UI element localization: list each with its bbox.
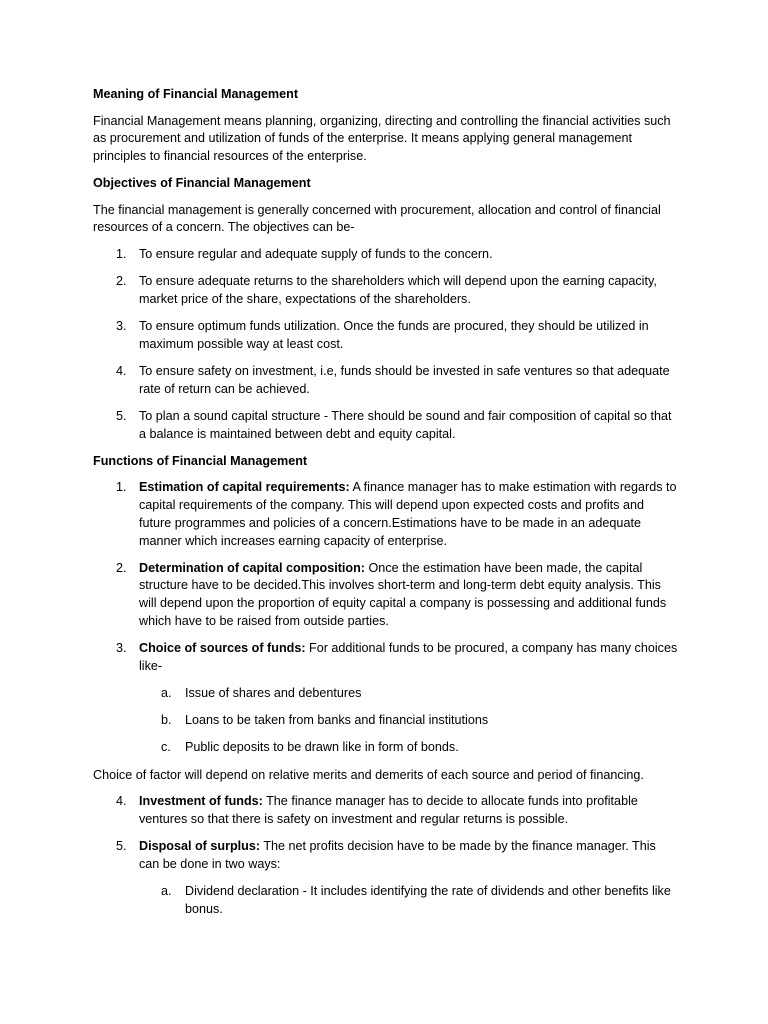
list-number: 2. [116,274,127,289]
sublist-letter: b. [161,713,172,728]
list-item-text: To ensure regular and adequate supply of funds to the concern. [139,246,493,261]
list-item-text: The net profits decision have to be made by the finance manager. This can be done in two ways: [139,839,656,871]
list-item-text: A finance manager has to make estimation with regards to capital requirements of the company. This will depend upon expected costs and profits and future programmes and policies of a concern.Estimations have to be made in an adequate manner which increases earning capacity of enterprise. [139,480,677,548]
list-number: 5. [116,839,127,854]
heading-objectives: Objectives of Financial Management [93,175,311,190]
list-item-title: Disposal of surplus: [139,839,261,854]
sublist-item-text: Public deposits to be drawn like in form of bonds. [185,740,459,755]
list-item-text: To ensure adequate returns to the shareholders which will depend upon the earning capacity, market price of the share, expectations of the shareholders. [139,274,657,306]
sublist-item-text: Loans to be taken from banks and financial institutions [185,713,489,728]
list-item [93,246,678,264]
list-item [93,273,678,308]
objectives-list [93,246,678,443]
surplus-disposal-sublist [139,883,678,918]
list-number: 4. [116,363,127,378]
list-item-title: Determination of capital composition: [139,560,366,575]
list-item-text: To plan a sound capital structure - There should be sound and fair composition of capital so that a balance is maintained between debt and equity capital. [139,408,672,441]
sublist-letter: a. [161,884,172,899]
list-number: 3. [116,641,127,656]
sublist-letter: a. [161,685,172,700]
sublist-item-text: Dividend declaration - It includes identifying the rate of dividends and other benefits like bonus. [185,884,671,916]
list-item [93,640,678,757]
list-item-title: Estimation of capital requirements: [139,480,350,495]
list-number: 3. [116,319,127,334]
list-item [93,408,678,443]
paragraph-choice-of-factor: Choice of factor will depend on relative merits and demerits of each source and period of financing. [93,767,644,782]
list-item [93,793,678,828]
list-item-text: Once the estimation have been made, the capital structure have to be decided.This involves short-term and long-term debt equity analysis. This will depend upon the proportion of equity capital a company is possessing and additional funds which have to be raised from outside parties. [139,560,667,628]
heading-meaning: Meaning of Financial Management [93,87,299,101]
list-item [93,838,678,918]
list-item-text: To ensure safety on investment, i.e, funds should be invested in safe ventures so that adequate rate of return can be achieved. [139,363,670,396]
list-item-text: For additional funds to be procured, a company has many choices like- [139,641,678,673]
list-item-text: To ensure optimum funds utilization. Once the funds are procured, they should be utilized in maximum possible way at least cost. [139,319,649,351]
list-item-title: Choice of sources of funds: [139,641,306,656]
sublist-letter: c. [161,740,171,755]
list-number: 1. [116,246,127,261]
list-number: 5. [116,408,127,423]
sublist-item-text: Issue of shares and debentures [185,685,362,700]
list-item-title: Investment of funds: [139,794,263,809]
sublist-item [139,712,678,730]
functions-list-part-1 [93,479,678,757]
list-item [93,318,678,353]
sublist-item [139,739,678,757]
functions-list-part-2 [93,793,678,918]
paragraph-objectives-intro: The financial management is generally concerned with procurement, allocation and control of financial resources of a concern. The objectives can be- [93,202,661,235]
list-item [93,363,678,398]
funding-sources-sublist [139,685,678,757]
list-number: 4. [116,794,127,809]
heading-functions: Functions of Financial Management [93,453,308,468]
paragraph-meaning: Financial Management means planning, organizing, directing and controlling the financial activities such as procurement and utilization of funds of the enterprise. It means applying general management principles to financial resources of the enterprise. [93,113,671,164]
list-item [93,560,678,631]
list-number: 2. [116,560,127,575]
list-item [93,479,678,550]
sublist-item [139,883,678,918]
sublist-item [139,685,678,703]
list-item-text: The finance manager has to decide to allocate funds into profitable ventures so that there is safety on investment and regular returns is possible. [139,794,638,826]
list-number: 1. [116,480,127,495]
